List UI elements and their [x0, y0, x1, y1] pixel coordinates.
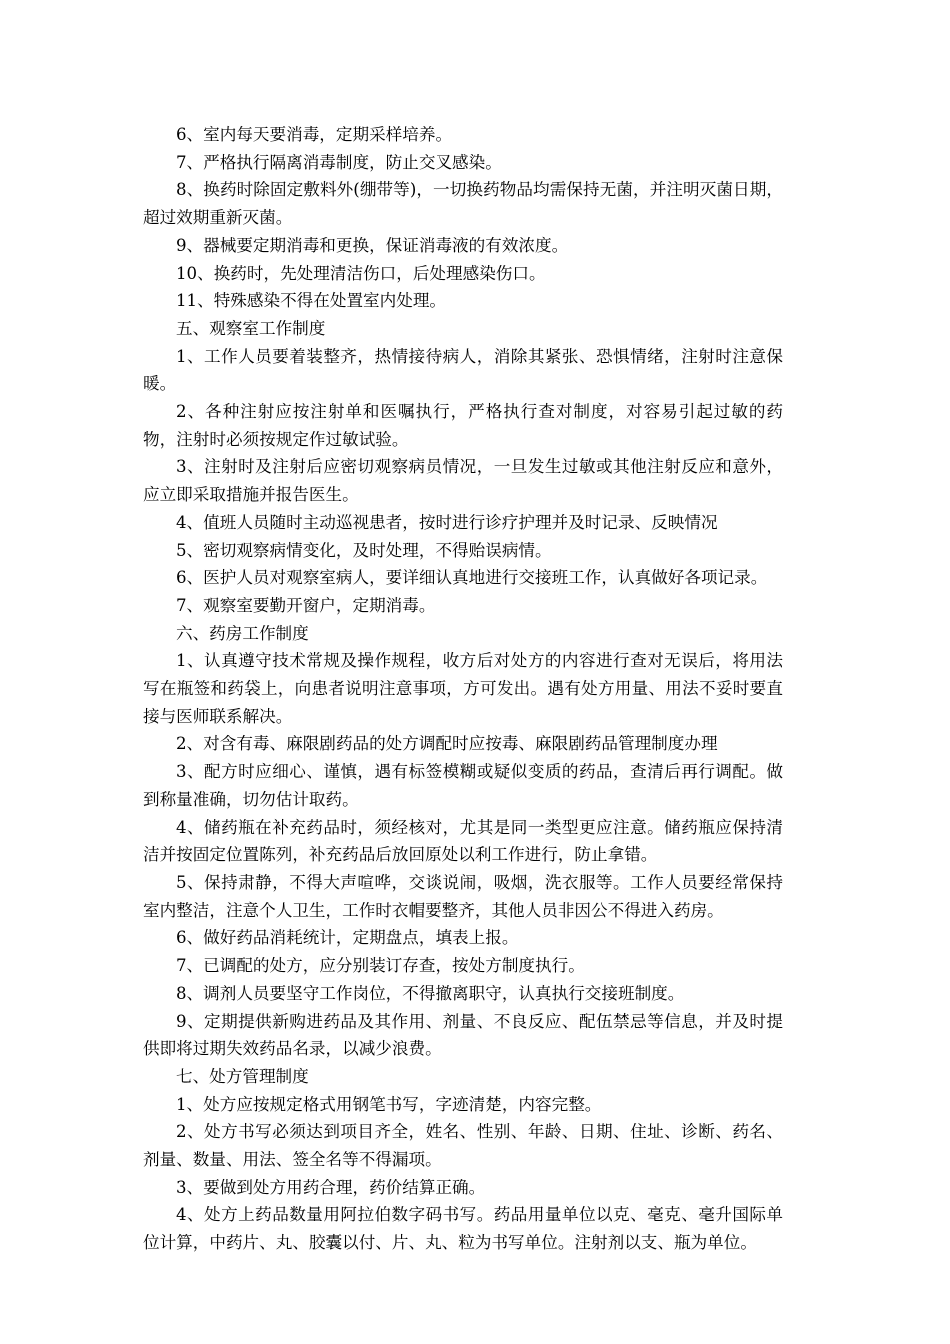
section-heading-observation-room: 五、观察室工作制度 [176, 318, 326, 338]
paragraph-treatment-8: 8、换药时除固定敷料外(绷带等)，一切换药物品均需保持无菌，并注明灭菌日期，超过效期重新灭菌。 [143, 180, 783, 228]
paragraph-pharmacy-9: 9、定期提供新购进药品及其作用、剂量、不良反应、配伍禁忌等信息，并及时提供即将过期失效药品名录，以减少浪费。 [143, 1011, 783, 1059]
paragraph-prescription-4: 4、处方上药品数量用阿拉伯数字码书写。药品用量单位以克、毫克、毫升国际单位计算，中药片、丸、胶囊以付、片、丸、粒为书写单位。注射剂以支、瓶为单位。 [143, 1205, 783, 1253]
paragraph-treatment-9: 9、器械要定期消毒和更换，保证消毒液的有效浓度。 [176, 235, 569, 255]
paragraph-prescription-3: 3、要做到处方用药合理，药价结算正确。 [176, 1177, 486, 1197]
section-heading-pharmacy: 六、药房工作制度 [176, 623, 309, 643]
paragraph-treatment-10: 10、换药时，先处理清洁伤口，后处理感染伤口。 [176, 263, 546, 283]
document-body [143, 121, 783, 1257]
paragraph-pharmacy-6: 6、做好药品消耗统计，定期盘点，填表上报。 [176, 928, 519, 948]
paragraph-observation-3: 3、注射时及注射后应密切观察病员情况，一旦发生过敏或其他注射反应和意外，应立即采取措施并报告医生。 [143, 457, 783, 505]
paragraph-pharmacy-1: 1、认真遵守技术常规及操作规程，收方后对处方的内容进行查对无误后，将用法写在瓶签和药袋上，向患者说明注意事项，方可发出。遇有处方用量、用法不妥时要直接与医师联系解决。 [143, 651, 783, 726]
paragraph-prescription-2: 2、处方书写必须达到项目齐全，姓名、性别、年龄、日期、住址、诊断、药名、剂量、数量、用法、签全名等不得漏项。 [143, 1122, 783, 1170]
paragraph-observation-1: 1、工作人员要着装整齐，热情接待病人，消除其紧张、恐惧情绪，注射时注意保暖。 [143, 346, 783, 394]
paragraph-treatment-11: 11、特殊感染不得在处置室内处理。 [176, 291, 447, 311]
paragraph-treatment-7: 7、严格执行隔离消毒制度，防止交叉感染。 [176, 152, 502, 172]
paragraph-pharmacy-3: 3、配方时应细心、谨慎，遇有标签模糊或疑似变质的药品，查清后再行调配。做到称量准确，切勿估计取药。 [143, 762, 783, 809]
paragraph-pharmacy-8: 8、调剂人员要坚守工作岗位，不得撤离职守，认真执行交接班制度。 [176, 983, 685, 1003]
paragraph-treatment-6: 6、室内每天要消毒，定期采样培养。 [176, 125, 453, 144]
paragraph-observation-7: 7、观察室要勤开窗户，定期消毒。 [176, 595, 436, 615]
paragraph-pharmacy-5: 5、保持肃静，不得大声喧哗，交谈说闹，吸烟，洗衣服等。工作人员要经常保持室内整洁，注意个人卫生，工作时衣帽要整齐，其他人员非因公不得进入药房。 [143, 872, 783, 920]
paragraph-observation-4: 4、值班人员随时主动巡视患者，按时进行诊疗护理并及时记录、反映情况 [176, 512, 718, 532]
paragraph-prescription-1: 1、处方应按规定格式用钢笔书写，字迹清楚，内容完整。 [176, 1094, 602, 1114]
paragraph-observation-6: 6、医护人员对观察室病人，要详细认真地进行交接班工作，认真做好各项记录。 [176, 568, 768, 588]
paragraph-observation-5: 5、密切观察病情变化，及时处理，不得贻误病情。 [176, 540, 552, 560]
section-heading-prescription: 七、处方管理制度 [176, 1066, 309, 1086]
paragraph-pharmacy-7: 7、已调配的处方，应分别装订存查，按处方制度执行。 [176, 956, 585, 976]
paragraph-pharmacy-2: 2、对含有毒、麻限剧药品的处方调配时应按毒、麻限剧药品管理制度办理 [176, 734, 718, 754]
paragraph-pharmacy-4: 4、储药瓶在补充药品时，须经核对，尤其是同一类型更应注意。储药瓶应保持清洁并按固定位置陈列，补充药品后放回原处以利工作进行，防止拿错。 [143, 817, 783, 865]
paragraph-observation-2: 2、各种注射应按注射单和医嘱执行，严格执行查对制度，对容易引起过敏的药物，注射时必须按规定作过敏试验。 [143, 402, 783, 449]
